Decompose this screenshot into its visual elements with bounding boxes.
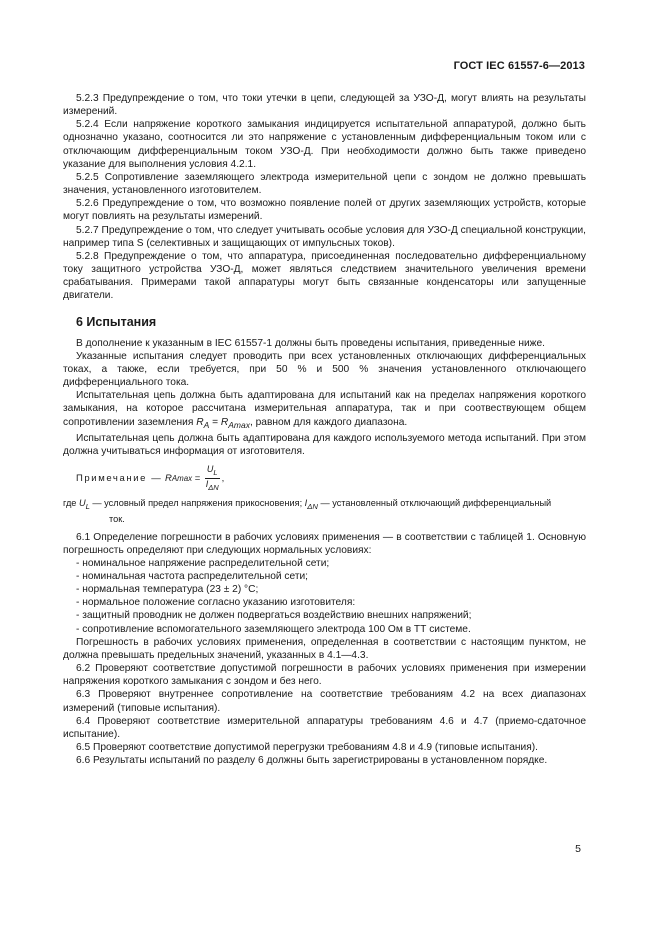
clause-5-2-5: 5.2.5 Сопротивление заземляющего электрода измерительной цепи с зондом не должно превышать значения, установленного изготовителем.: [63, 171, 586, 197]
legend-ul: U: [78, 497, 86, 508]
manufacturer-info-paragraph: Испытательная цепь должна быть адаптирована для каждого используемого метода испытаний. При этом должна учитываться информация от изготовителя.: [63, 432, 586, 457]
clause-6-5: 6.5 Проверяют соответствие допустимой перегрузки требованиям 4.8 и 4.9 (типовые испытания).: [76, 742, 538, 754]
list-item: - номинальная частота распределительной сети;: [76, 570, 309, 582]
page-number: 5: [575, 843, 581, 855]
formula-legend: [63, 497, 586, 525]
formula-lhs: R: [164, 472, 172, 484]
test-circuit-paragraph: [63, 389, 586, 432]
list-item: - номинальное напряжение распределительной сети;: [76, 557, 330, 569]
formula-equals: =: [192, 472, 203, 484]
note-label: Примечание —: [76, 472, 163, 484]
note-formula: [76, 464, 586, 493]
ra-symbol: R: [196, 416, 204, 428]
legend-prefix: где: [63, 497, 79, 508]
list-item: - защитный проводник не должен подвергаться воздействию внешних напряжений;: [76, 610, 472, 622]
legend-idn-sub: ΔN: [307, 501, 318, 511]
clause-5-2-7: 5.2.7 Предупреждение о том, что следует учитывать особые условия для УЗО-Д специальной конструкции, например типа S (селективных и защищающих от импульсных токов).: [63, 224, 586, 249]
test-currents-paragraph: Указанные испытания следует проводить при всех установленных отключающих дифференциальных токах, а также, если требуется, при 50 % и 500 % значения установленного отключающего дифференциального тока.: [63, 350, 586, 389]
list-item: - сопротивление вспомогательного заземляющего электрода 100 Ом в ТТ системе.: [76, 623, 471, 635]
fraction-denominator: [205, 479, 220, 493]
section-heading: 6 Испытания: [76, 314, 157, 329]
page-body: [63, 92, 586, 767]
ra-subscript: A: [203, 419, 210, 430]
formula-lhs-sub: Amax: [171, 473, 193, 483]
clause-5-2-4: 5.2.4 Если напряжение короткого замыкания индицируется испытательной аппаратурой, должно быть однозначно указано, соотносится ли это напряжение с установленным дифференциальным током или с отключающим дифференциальным током УЗО-Д. При необходимости должно быть также приведено указание для выполнения условия 4.2.1.: [63, 119, 586, 170]
error-limits-paragraph: Погрешность в рабочих условиях применения, определенная в соответствии с настоящим пунктом, не должна превышать предельных значений, указанных в 4.1—4.3.: [63, 636, 586, 661]
numerator-symbol: U: [206, 464, 214, 475]
normal-conditions-list: [63, 557, 586, 636]
clause-5-2-6: 5.2.6 Предупреждение о том, что возможно появление полей от других заземляющих устройств, которые могут повлиять на результаты измерений.: [63, 198, 586, 223]
fraction-numerator: [205, 464, 220, 479]
legend-idn: I: [304, 497, 308, 508]
formula-fraction: [205, 464, 220, 493]
section-intro: В дополнение к указанным в IEC 61557-1 должны быть проведены испытания, приведенные ниже.: [76, 337, 545, 349]
test-circuit-text: Испытательная цепь должна быть адаптирована для испытаний как на пределах напряжения короткого замыкания, на которое рассчитана измерительная аппаратура, так и при соотвествующем общем сопротивлении заземления: [63, 390, 586, 428]
denominator-sub: ΔN: [208, 482, 219, 492]
clause-5-2-8: 5.2.8 Предупреждение о том, что аппаратура, присоединенная последовательно дифференциальному току защитного устройства УЗО-Д, может являться следствием значительного увеличения времени срабатывания. Примерами такой аппаратуры могут быть связанные конденсаторы или запущенные двигатели.: [63, 250, 586, 302]
ramax-subscript: Amax: [228, 419, 250, 430]
clause-6-2: 6.2 Проверяют соответствие допустимой погрешности в рабочих условиях применения при измерении напряжения короткого замыкания с зондом и без него.: [63, 663, 586, 688]
formula-comma: ,: [221, 472, 225, 484]
clause-5-2-3: 5.2.3 Предупреждение о том, что токи утечки в цепи, следующей за УЗО-Д, могут влиять на результаты измерений.: [63, 93, 586, 118]
clause-6-1: 6.1 Определение погрешности в рабочих условиях применения — в соответствии с таблицей 1. Основную погрешность определяют при следующих нормальных условиях:: [63, 531, 586, 556]
legend-idn-text: — установленный отключающий дифференциальный: [317, 497, 552, 508]
legend-ul-sub: L: [85, 501, 90, 511]
legend-ul-text: — условный предел напряжения прикосновения;: [89, 497, 305, 508]
equals-sign: =: [209, 416, 221, 428]
numerator-sub: L: [213, 467, 218, 477]
clause-6-4: 6.4 Проверяют соответствие измерительной аппаратуры требованиям 4.6 и 4.7 (приемо-сдаточное испытание).: [63, 715, 586, 740]
test-circuit-text-end: , равном для каждого диапазона.: [249, 416, 408, 428]
legend-continuation: ток.: [109, 513, 125, 524]
ramax-symbol: R: [220, 416, 229, 428]
clause-6-3: 6.3 Проверяют внутреннее сопротивление на соответствие требованиям 4.2 на всех диапазонах измерений (типовые испытания).: [63, 689, 586, 714]
list-item: - нормальное положение согласно указанию изготовителя:: [76, 597, 356, 609]
document-header: ГОСТ IEC 61557-6—2013: [453, 60, 585, 72]
clause-6-6: 6.6 Результаты испытаний по разделу 6 должны быть зарегистрированы в установленном порядке.: [76, 755, 548, 767]
denominator-symbol: I: [205, 478, 209, 489]
list-item: - нормальная температура (23 ± 2) °C;: [76, 584, 259, 596]
